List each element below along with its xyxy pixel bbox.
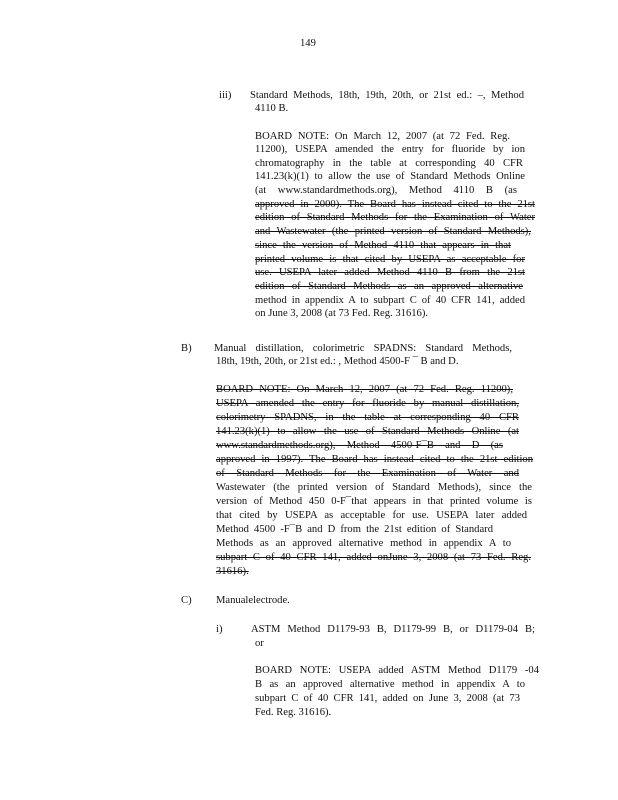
note-line: Wastewater (the printed version of Standard Methods), since the — [216, 482, 532, 493]
note-line: version of Method 450 0-F¯that appears in that printed volume is — [216, 496, 532, 507]
note-line: BOARD NOTE: On March 12, 2007 (at 72 Fed. Reg. — [255, 131, 510, 142]
note-line: Method 4500 -F¯B and D from the 21st edition of Standard — [216, 524, 493, 535]
item-iii-line: 4110 B. — [255, 103, 289, 114]
item-iii-label: iii) — [219, 90, 232, 101]
note-line: on June 3, 2008 (at 73 Fed. Reg. 31616). — [255, 308, 429, 319]
note-line-struck: edition of Standard Methods for the Examination of Water — [255, 212, 535, 223]
note-line: BOARD NOTE: USEPA added ASTM Method D1179 -04 — [255, 665, 539, 676]
note-line: that cited by USEPA as acceptable for use. USEPA later added — [216, 510, 527, 521]
note-line: 141.23(k)(1) to allow the use of Standard Methods Online — [255, 171, 525, 182]
note-line: Fed. Reg. 31616). — [255, 707, 332, 718]
note-line-struck: colorimetry SPADNS, in the table at corresponding 40 CFR — [216, 412, 519, 423]
note-line-struck: subpart C of 40 CFR 141, added onJune 3, 2008 (at 73 Fed. Reg. — [216, 552, 531, 563]
note-line: chromatography in the table at corresponding 40 CFR — [255, 158, 523, 169]
note-line-struck: 31616). — [216, 566, 249, 577]
note-line-struck: 141.23(k)(1) to allow the use of Standard Methods Online (at — [216, 426, 519, 437]
item-b-line: Manual distillation, colorimetric SPADNS: Standard Methods, — [214, 343, 512, 354]
item-iii-line: Standard Methods, 18th, 19th, 20th, or 21st ed.: –, Method — [250, 90, 524, 101]
note-line-struck: use. USEPA later added Method 4110 B from the 21st — [255, 267, 525, 278]
note-line-struck: approved in 2000). The Board has instead cited to the 21st — [255, 199, 535, 210]
note-line-struck: USEPA amended the entry for fluoride by manual distillation, — [216, 398, 519, 409]
note-line: B as an approved alternative method in appendix A to — [255, 679, 525, 690]
page-number: 149 — [300, 38, 316, 49]
item-b-line: 18th, 19th, 20th, or 21st ed.: , Method 4500-F ¯ B and D. — [216, 356, 459, 367]
note-line: 11200), USEPA amended the entry for fluoride by ion — [255, 144, 525, 155]
item-c-label: C) — [181, 595, 192, 606]
note-line-struck: since the version of Method 4110 that appears in that — [255, 240, 511, 251]
note-line: subpart C of 40 CFR 141, added on June 3, 2008 (at 73 — [255, 693, 520, 704]
item-c-i-label: i) — [216, 624, 223, 635]
note-line-struck: approved in 1997). The Board has instead cited to the 21st edition — [216, 454, 533, 465]
note-line-struck: BOARD NOTE: On March 12, 2007 (at 72 Fed. Reg. 11200), — [216, 384, 513, 395]
item-b-label: B) — [181, 343, 192, 354]
item-c-text: Manualelectrode. — [216, 595, 290, 606]
note-line-struck: edition of Standard Methods as an approved alternative — [255, 281, 523, 292]
item-c-i-line: or — [255, 638, 264, 649]
note-line: method in appendix A to subpart C of 40 CFR 141, added — [255, 295, 525, 306]
note-line-struck: www.standardmethods.org), Method 4500-F¯B and D (as — [216, 440, 503, 451]
item-c-i-line: ASTM Method D1179-93 B, D1179-99 B, or D1179-04 B; — [251, 624, 535, 635]
note-line-struck: of Standard Methods for the Examination of Water and — [216, 468, 519, 479]
note-line-struck: printed volume is that cited by USEPA as acceptable for — [255, 254, 525, 265]
note-line: Methods as an approved alternative method in appendix A to — [216, 538, 511, 549]
note-line: (at www.standardmethods.org), Method 4110 B (as — [255, 185, 517, 196]
note-line-struck: and Wastewater (the printed version of Standard Methods), — [255, 226, 531, 237]
